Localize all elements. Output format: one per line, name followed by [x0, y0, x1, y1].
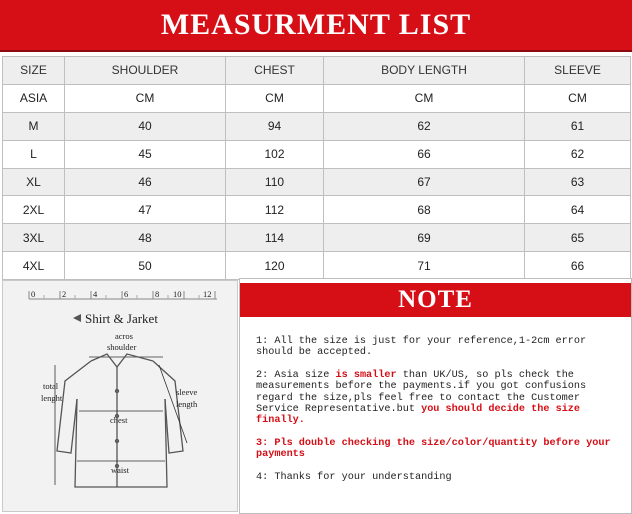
table-cell: 67: [324, 168, 525, 196]
shirt-diagram: [2, 280, 238, 512]
ruler-label: 6: [124, 289, 129, 299]
table-cell: 4XL: [3, 252, 65, 280]
table-cell: 61: [525, 112, 631, 140]
table-cell: 112: [226, 196, 324, 224]
ruler-label: 10: [173, 289, 182, 299]
table-cell: 46: [65, 168, 226, 196]
table-cell: 62: [525, 140, 631, 168]
note-banner: [240, 283, 631, 317]
table-row: [3, 84, 631, 112]
header-sleeve: SLEEVE: [525, 57, 631, 85]
table-cell: L: [3, 140, 65, 168]
table-cell: 114: [226, 224, 324, 252]
acros-label: acros: [115, 331, 133, 341]
note-panel: [239, 278, 632, 514]
table-cell: 50: [65, 252, 226, 280]
note-2-emphasis-b: you should decide the size finally.: [256, 404, 581, 427]
table-cell: 48: [65, 224, 226, 252]
table-row: [3, 168, 631, 196]
total-label: total: [43, 381, 59, 391]
table-cell: ASIA: [3, 84, 65, 112]
ruler: [29, 289, 217, 299]
table-cell: 66: [324, 140, 525, 168]
table-cell: 110: [226, 168, 324, 196]
note-2-text-a: 2: Asia size: [256, 369, 336, 381]
table-cell: 64: [525, 196, 631, 224]
ruler-label: 12: [203, 289, 212, 299]
header-shoulder: SHOULDER: [65, 57, 226, 85]
table-cell: 102: [226, 140, 324, 168]
title-banner: [0, 0, 632, 52]
table-cell: 40: [65, 112, 226, 140]
arrow-icon: [73, 314, 81, 322]
table-cell: 47: [65, 196, 226, 224]
table-row: [3, 252, 631, 280]
size-table: [2, 56, 631, 280]
shoulder-label: shoulder: [107, 342, 137, 352]
table-cell: XL: [3, 168, 65, 196]
table-cell: 94: [226, 112, 324, 140]
length-label: length: [176, 399, 198, 409]
note-item-4: 4: Thanks for your understanding: [256, 471, 452, 483]
sleeve-label: sleeve: [176, 387, 198, 397]
note-item-1: 1: All the size is just for your reference,1-2cm error should be accepted.: [256, 336, 587, 359]
table-row: [3, 112, 631, 140]
table-cell: 69: [324, 224, 525, 252]
note-2-emphasis-a: is smaller: [335, 369, 397, 381]
page-title: MEASURMENT LIST: [160, 8, 472, 41]
waist-label: waist: [111, 465, 129, 475]
diagram-title: Shirt & Jarket: [85, 311, 158, 326]
table-cell: 120: [226, 252, 324, 280]
table-cell: 71: [324, 252, 525, 280]
table-row: [3, 224, 631, 252]
table-cell: M: [3, 112, 65, 140]
shirt-illustration: [3, 281, 237, 511]
ruler-label: 8: [155, 289, 160, 299]
header-size: SIZE: [3, 57, 65, 85]
header-body-length: BODY LENGTH: [324, 57, 525, 85]
ruler-label: 4: [93, 289, 98, 299]
note-title: NOTE: [398, 286, 473, 313]
table-cell: 68: [324, 196, 525, 224]
note-item-3: 3: Pls double checking the size/color/quantity before your payments: [256, 437, 611, 461]
ruler-label: 0: [31, 289, 36, 299]
lenght-label: lenght: [41, 393, 63, 403]
bottom-section: [0, 278, 632, 514]
table-row: [3, 196, 631, 224]
table-row: [3, 140, 631, 168]
table-cell: 66: [525, 252, 631, 280]
table-cell: 3XL: [3, 224, 65, 252]
note-list: [256, 336, 626, 494]
table-cell: CM: [324, 84, 525, 112]
header-chest: CHEST: [226, 57, 324, 85]
table-cell: CM: [226, 84, 324, 112]
table-cell: CM: [65, 84, 226, 112]
note-item-2: [256, 370, 626, 427]
table-cell: CM: [525, 84, 631, 112]
note-2-text-b: than UK/US, so pls check the measurements before the payments.if you got confusions regard the size,pls feel free to contact the Customer Service Representative.but: [256, 369, 587, 416]
table-cell: 2XL: [3, 196, 65, 224]
table-header-row: [3, 57, 631, 85]
table-cell: 45: [65, 140, 226, 168]
table-cell: 62: [324, 112, 525, 140]
table-cell: 63: [525, 168, 631, 196]
table-cell: 65: [525, 224, 631, 252]
ruler-label: 2: [62, 289, 67, 299]
chest-label: chest: [110, 415, 128, 425]
